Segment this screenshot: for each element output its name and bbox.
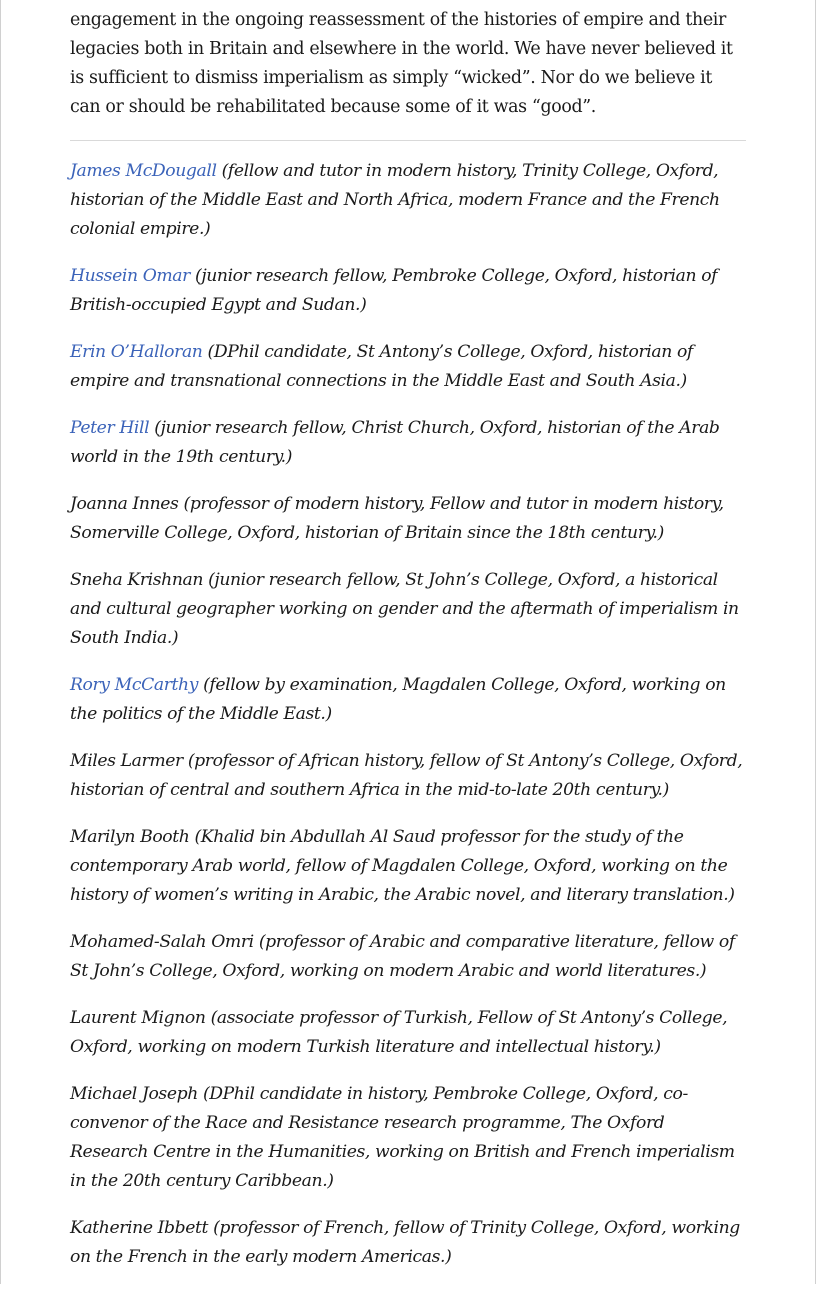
signatory-name: Joanna Innes — [70, 494, 179, 514]
signatory-name-link[interactable]: Erin O’Halloran — [70, 342, 203, 362]
signatory-name-link[interactable]: Hussein Omar — [70, 266, 190, 286]
signatory-description: (professor of African history, fellow of St Antony’s College, Oxford, historian of central and southern Africa in the mid-to-late 20th century.) — [70, 751, 743, 800]
signatory-entry — [70, 823, 746, 910]
signatory-description: (DPhil candidate in history, Pembroke College, Oxford, co-convenor of the Race and Resistance research programme, The Oxford Research Centre in the Humanities, working on British and French imperialism in the 20th century Caribbean.) — [70, 1084, 735, 1191]
signatory-entry — [70, 747, 746, 805]
left-frame-border — [0, 0, 1, 1284]
signatory-description: (Khalid bin Abdullah Al Saud professor for the study of the contemporary Arab world, fellow of Magdalen College, Oxford, working on the history of women’s writing in Arabic, the Arabic novel, and literary translation.) — [70, 827, 735, 905]
signatory-entry — [70, 566, 746, 653]
signatory-description: (professor of French, fellow of Trinity College, Oxford, working on the French in the early modern Americas.) — [70, 1218, 740, 1267]
signatory-entry — [70, 157, 746, 244]
letter-article — [70, 0, 746, 1290]
signatory-description: (associate professor of Turkish, Fellow of St Antony’s College, Oxford, working on modern Turkish literature and intellectual history.) — [70, 1008, 728, 1057]
signatory-name: Marilyn Booth — [70, 827, 190, 847]
signatory-description: (professor of modern history, Fellow and tutor in modern history, Somerville College, Oxford, historian of Britain since the 18th century.) — [70, 494, 724, 543]
signatory-name: Michael Joseph — [70, 1084, 198, 1104]
signatory-list — [70, 157, 746, 1272]
signatory-entry — [70, 1214, 746, 1272]
signatory-entry — [70, 414, 746, 472]
signatory-entry — [70, 1080, 746, 1196]
signatory-description: (DPhil candidate, St Antony’s College, Oxford, historian of empire and transnational connections in the Middle East and South Asia.) — [70, 342, 693, 391]
signatory-name: Sneha Krishnan — [70, 570, 204, 590]
signatory-description: (junior research fellow, Christ Church, Oxford, historian of the Arab world in the 19th century.) — [70, 418, 720, 467]
signatory-description: (professor of Arabic and comparative literature, fellow of St John’s College, Oxford, working on modern Arabic and world literatures.) — [70, 932, 735, 981]
signatory-name-link[interactable]: James McDougall — [70, 161, 217, 181]
signatory-description: (junior research fellow, St John’s College, Oxford, a historical and cultural geographer working on gender and the aftermath of imperialism in South India.) — [70, 570, 739, 648]
section-divider — [70, 140, 746, 141]
signatory-entry — [70, 671, 746, 729]
signatory-entry — [70, 338, 746, 396]
signatory-name-link[interactable]: Rory McCarthy — [70, 675, 199, 695]
signatory-description: (junior research fellow, Pembroke College, Oxford, historian of British-occupied Egypt and Sudan.) — [70, 266, 718, 315]
signatory-description: (fellow and tutor in modern history, Trinity College, Oxford, historian of the Middle East and North Africa, modern France and the French colonial empire.) — [70, 161, 720, 239]
signatory-name: Katherine Ibbett — [70, 1218, 209, 1238]
signatory-name-link[interactable]: Peter Hill — [70, 418, 150, 438]
signatory-name: Laurent Mignon — [70, 1008, 206, 1028]
signatory-entry — [70, 490, 746, 548]
signatory-entry — [70, 1004, 746, 1062]
signatory-description: (fellow by examination, Magdalen College, Oxford, working on the politics of the Middle East.) — [70, 675, 726, 724]
signatory-name: Miles Larmer — [70, 751, 183, 771]
signatory-entry — [70, 262, 746, 320]
intro-paragraph: engagement in the ongoing reassessment of the histories of empire and their legacies both in Britain and elsewhere in the world. We have never believed it is sufficient to dismiss imperialism as simply “wicked”. Nor do we believe it can or should be rehabilitated because some of it was “good”. — [70, 10, 733, 117]
signatory-entry — [70, 928, 746, 986]
signatory-name: Mohamed-Salah Omri — [70, 932, 254, 952]
